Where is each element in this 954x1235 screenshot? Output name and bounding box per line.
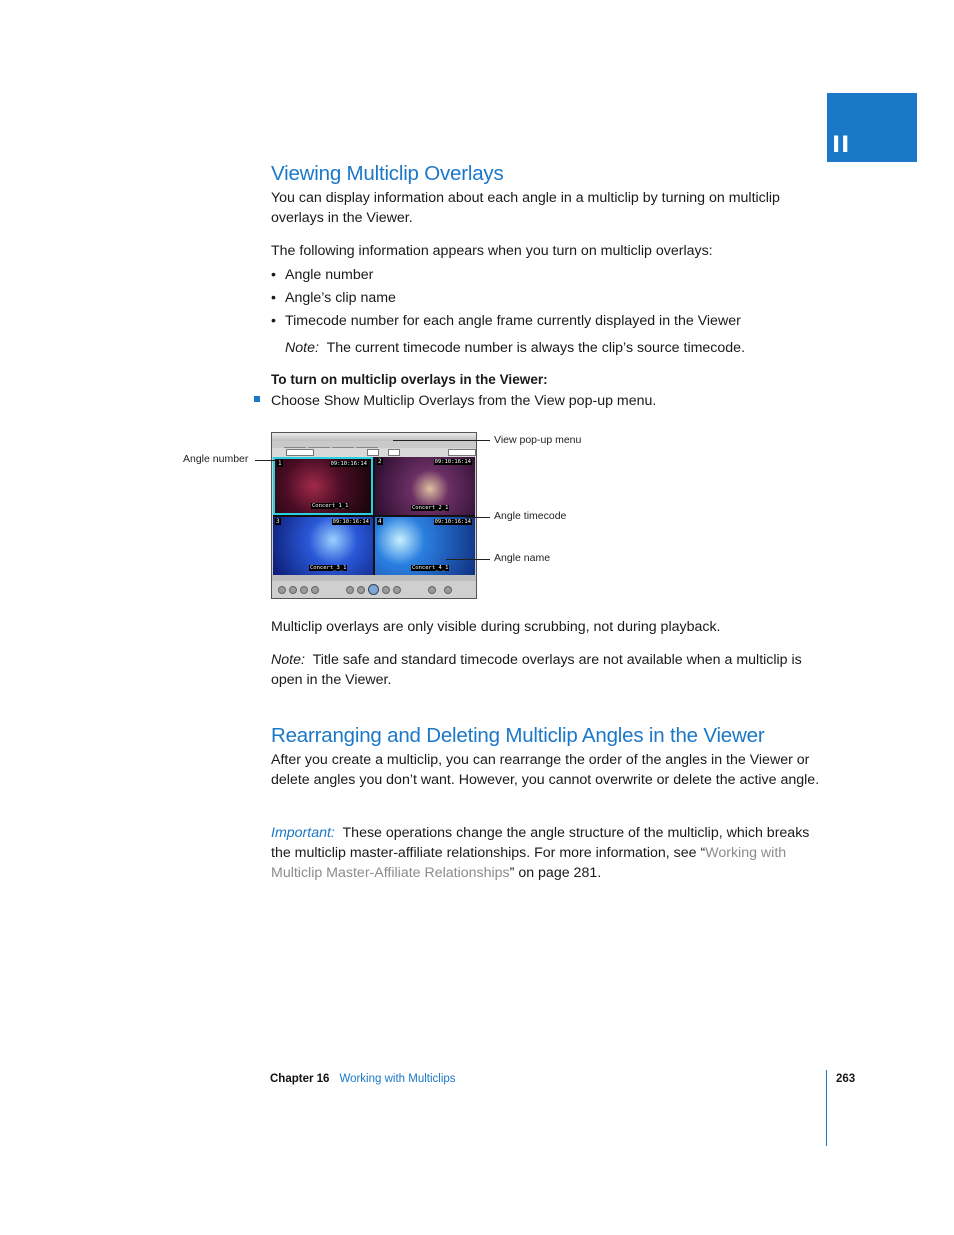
angle-timecode: 09:10:16:14 (434, 459, 471, 465)
angle-timecode: 09:10:16:14 (332, 519, 369, 525)
play-icon (368, 584, 379, 595)
note-1 (285, 338, 745, 358)
angle-name: Concert_1_1 (312, 503, 349, 509)
viewer-toolbar (272, 448, 476, 457)
current-timecode-field (448, 449, 476, 456)
section1-list-lead (271, 241, 831, 261)
after-figure-p1 (271, 617, 831, 637)
part-tab (827, 93, 917, 162)
callout-line (255, 460, 275, 461)
important-label: Important: (271, 825, 335, 841)
part-tab-label: II (832, 133, 851, 158)
list-item-text: Angle number (285, 267, 374, 283)
note-2 (271, 650, 816, 690)
marker-icon (428, 586, 436, 594)
angle-timecode: 09:10:16:14 (434, 519, 471, 525)
list-item-text: Angle’s clip name (285, 290, 396, 306)
control-icon (289, 586, 297, 594)
view-popup (388, 449, 400, 456)
chapter-label: Chapter 16 (270, 1073, 330, 1085)
play-around-icon (382, 586, 390, 594)
section2-intro (271, 750, 821, 790)
angle-timecode: 09:10:16:14 (330, 461, 367, 467)
list-item: • Timecode number for each angle frame currently displayed in the Viewer (271, 313, 741, 329)
angle-4 (375, 517, 475, 575)
task-heading: To turn on multiclip overlays in the Viewer: (271, 372, 548, 387)
list-item-text: Timecode number for each angle frame currently displayed in the Viewer (285, 313, 741, 329)
angle-3 (273, 517, 373, 575)
control-icon (278, 586, 286, 594)
important-text: These operations change the angle structure of the multiclip, which breaks the multiclip master-affiliate relationships. For more information, see “ (271, 825, 810, 861)
footer-divider (826, 1070, 827, 1146)
footer-chapter (270, 1073, 456, 1085)
viewer-screenshot (271, 432, 477, 599)
callout-line (466, 517, 490, 518)
note-text: The current timecode number is always the clip’s source timecode. (326, 340, 746, 356)
step-bullet-icon (254, 396, 260, 402)
list-item: • Angle number (271, 267, 374, 283)
duration-field (286, 449, 314, 456)
note-label: Note: (271, 652, 305, 668)
zoom-popup (367, 449, 379, 456)
viewer-tabs (284, 441, 384, 448)
marker-icon (444, 586, 452, 594)
list-item: • Angle’s clip name (271, 290, 396, 306)
after-figure-text: Multiclip overlays are only visible during scrubbing, not during playback. (271, 619, 721, 635)
control-icon (311, 586, 319, 594)
angle-number: 3 (276, 518, 280, 525)
callout-angle-name: Angle name (494, 552, 551, 564)
callout-angle-number: Angle number (183, 453, 249, 465)
section1-intro (271, 188, 816, 228)
control-icon (300, 586, 308, 594)
angle-name: Concert_4_1 (412, 565, 449, 571)
cross-reference-link[interactable]: Working with Multiclip Master-Affiliate Relationships (271, 845, 787, 881)
angle-number: 2 (378, 458, 382, 465)
transport-controls (272, 581, 476, 599)
note-label: Note: (285, 340, 319, 356)
angle-number: 1 (278, 460, 282, 467)
section-heading-rearranging-angles: Rearranging and Deleting Multiclip Angles in the Viewer (271, 724, 765, 747)
angle-name: Concert_3_1 (310, 565, 347, 571)
section2-intro-text: After you create a multiclip, you can rearrange the order of the angles in the Viewer or delete angles you don’t want. However, you cannot overwrite or delete the active angle. (271, 752, 820, 788)
rewind-icon (346, 586, 354, 594)
callout-angle-timecode: Angle timecode (494, 510, 567, 522)
section1-intro-text: You can display information about each angle in a multiclip by turning on multiclip overlays in the Viewer. (271, 190, 780, 226)
important-text-end: ” on page 281. (509, 865, 602, 881)
angle-name: Concert_2_1 (412, 505, 449, 511)
angle-number: 4 (378, 518, 382, 525)
callout-line (446, 559, 490, 560)
play-in-out-icon (357, 586, 365, 594)
step-text: Choose Show Multiclip Overlays from the View pop-up menu. (271, 393, 657, 409)
multiclip-grid (273, 457, 475, 575)
section-heading-viewing-overlays: Viewing Multiclip Overlays (271, 162, 504, 185)
angle-1 (273, 457, 373, 515)
callout-view-popup: View pop-up menu (494, 434, 582, 446)
page-number: 263 (836, 1073, 856, 1085)
note-text: Title safe and standard timecode overlays are not available when a multiclip is open in the Viewer. (271, 652, 802, 688)
important-note (271, 823, 824, 883)
list-lead-text: The following information appears when you turn on multiclip overlays: (271, 243, 713, 259)
callout-line (393, 440, 490, 441)
forward-icon (393, 586, 401, 594)
chapter-title: Working with Multiclips (339, 1073, 456, 1085)
angle-2 (375, 457, 475, 515)
